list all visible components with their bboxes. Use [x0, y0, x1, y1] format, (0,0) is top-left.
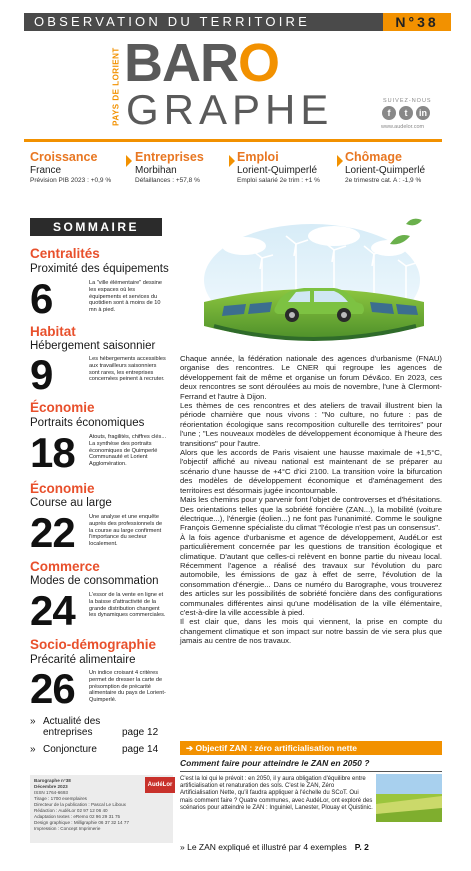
- editorial-paragraph: Chaque année, la fédération nationale des agences d'urbanisme (FNAU) organise des rencontres. Le CNER qui regroupe les agences de développement fait de même et organise un forum Dév&co. En 2023, ces deux rencontres se sont déroulées au mois de novembre, l'une à Clermont-Ferrand et l'autre à Dijon.: [180, 354, 442, 401]
- editorial-paragraph: Les thèmes de ces rencontres et des ateliers de travail illustrent bien la période charnière que nous vivons : "No culture, no future : pas de réorientation écologique sans recomposition culturelle des territoires" pour l'une ; "Les nouveaux modèles de développement économique à l'heure des transitions" pour l'autre.: [180, 401, 442, 448]
- indicator-entreprises: Entreprises Morbihan Défaillances : +57,8 %: [135, 150, 204, 184]
- section-title: Économie: [30, 400, 95, 415]
- section-title: Commerce: [30, 559, 100, 574]
- section-title: Centralités: [30, 246, 100, 261]
- audelor-logo: AudéLor: [145, 777, 175, 793]
- field-photo: [376, 774, 442, 822]
- zan-link[interactable]: » Le ZAN expliqué et illustré par 4 exemples P. 2: [180, 842, 369, 852]
- indicator-croissance: Croissance France Prévision PIB 2023 : +0,9 %: [30, 150, 112, 184]
- sommaire-heading: SOMMAIRE: [30, 218, 162, 236]
- extra-entry[interactable]: » Actualité des entreprises page 12: [30, 716, 159, 738]
- section-page-number[interactable]: 24: [30, 587, 75, 634]
- zan-question: Comment faire pour atteindre le ZAN en 2050 ?: [180, 758, 370, 768]
- indicator-emploi: Emploi Lorient-Quimperlé Emploi salarié 2e trim : +1 %: [237, 150, 320, 184]
- banner-title: OBSERVATION DU TERRITOIRE: [34, 14, 310, 29]
- zan-banner: ➔ Objectif ZAN : zéro artificialisation nette: [180, 741, 442, 755]
- logo-baro: BARO: [124, 33, 280, 93]
- editorial-paragraph: À la fois agence d'urbanisme et agence de développement, AudéLor est particulièrement concernée par les questions de transition écologique et climatique. D'autant que celles-ci relèvent en bonne partie du niveau local. Récemment l'agence a réalisé des travaux sur l'évolution du parc automobile, les émissions de gaz à effet de serre, l'évolution de la consommation d'énergie... Dans ce numéro du Barographe, vous trouverez des articles sur les possibilités de sobriété foncière dans des configurations communales différentes ainsi qu'une modélisation de la ville élémentaire, c'est-à-dire la ville accessible à pied.: [180, 532, 442, 617]
- section-description: La "ville élémentaire" dessine les espaces où les équipements et services du quotidien sont à moins de 10 mn à pied.: [89, 280, 163, 314]
- section-description: Un indice croisant 4 critères permet de dresser la carte de présomption de précarité alimentaire du pays de Lorient-Quimperlé.: [89, 670, 166, 704]
- section-subtitle: Proximité des équipements: [30, 263, 169, 275]
- zan-text: C'est la loi qui le prévoit : en 2050, il y aura obligation d'équilibre entre artificialisation et renaturation des sols. C'est le ZAN, Zéro Artificialisation Nette, qu'il faudra appliquer à l'échelle du SCoT. Oui mais comment faire ? Quatre communes, avec AudéLor, ont exploré des scénarios pour atteindre le ZAN : Inguiniel, Lanester, Plouay et Quistinic.: [180, 776, 373, 811]
- extra-entry[interactable]: » Conjoncture page 14: [30, 744, 159, 755]
- section-subtitle: Modes de consommation: [30, 575, 159, 587]
- section-title: Habitat: [30, 324, 76, 339]
- section-subtitle: Portraits économiques: [30, 417, 145, 429]
- arrow-icon: [337, 155, 343, 167]
- section-page-number[interactable]: 18: [30, 429, 75, 476]
- editorial-paragraph: Il est clair que, dans les mois qui viennent, la prise en compte du changement climatique et son impact sur notre bassin de vie sera plus que jamais au centre de nos travaux.: [180, 617, 442, 646]
- facebook-icon[interactable]: f: [382, 106, 396, 120]
- section-page-number[interactable]: 26: [30, 665, 75, 712]
- section-page-number[interactable]: 22: [30, 509, 75, 556]
- arrow-icon: [229, 155, 235, 167]
- editorial-text: [180, 354, 442, 646]
- section-description: L'essor de la vente en ligne et la baisse d'attractivité de la grande distribution changent les dynamiques commerciales.: [89, 592, 166, 619]
- editorial-paragraph: Mais les chemins pour y parvenir font l'objet de controverses et d'hésitations. Des orientations telles que la sobriété foncière (ZAN...), la mobilité (voiture électrique...), l'énergie (éolien...) ne font pas l'unanimité. Comme le souligne François Gemenne spécialiste du climat "l'écologie n'est pas un consensus".: [180, 495, 442, 533]
- indicator-chomage: Chômage Lorient-Quimperlé 2e trimestre cat. A : -1,9 %: [345, 150, 426, 184]
- credits-box: Barographe n°38 Décembre 2023 ISSN 1764-6693 Tirage : 1700 exemplaires Directeur de la publication : Pascal Le Liboux Rédaction : AudéLor 02 97 12 06 40 Adaptation textes : eRemo 02 96 29 31 75 Design graphique : Milligraphie 06 37 32 14 77 Impression : Concept Imprimerie: [30, 775, 173, 843]
- eco-lightbulb-illustration: [184, 214, 446, 348]
- leaf-icon: [390, 235, 410, 244]
- editorial-paragraph: Alors que les accords de Paris visaient une hausse maximale de +1,5°C, l'objectif affiché au niveau national est maintenant de se préparer au scénario d'une hausse de +4°C d'ici 2100. La transition voire la bifurcation des modèles de développement économique et d'aménagement des territoires est désormais jugée incontournable.: [180, 448, 442, 495]
- linkedin-icon[interactable]: in: [416, 106, 430, 120]
- leaf-icon: [406, 219, 422, 226]
- section-page-number[interactable]: 9: [30, 351, 53, 398]
- section-subtitle: Course au large: [30, 497, 112, 509]
- twitter-icon[interactable]: t: [399, 106, 413, 120]
- zan-divider: [180, 771, 442, 772]
- header-divider: [24, 139, 442, 142]
- section-subtitle: Hébergement saisonnier: [30, 340, 156, 352]
- website-link[interactable]: www.audelor.com: [381, 124, 425, 130]
- section-title: Socio-démographie: [30, 637, 157, 652]
- section-description: Une analyse et une enquête auprès des professionnels de la course au large confirment l'importance du secteur localement.: [89, 514, 163, 548]
- section-description: Les hébergements accessibles aux travailleurs saisonniers sont rares, les entreprises concernées peinent à recruter.: [89, 356, 166, 383]
- section-title: Économie: [30, 481, 95, 496]
- logo-pays-de-lorient: PAYS DE LORIENT: [111, 47, 121, 126]
- logo-graphe: GRAPHE: [126, 86, 334, 133]
- arrow-icon: [126, 155, 132, 167]
- follow-us-label: SUIVEZ-NOUS: [383, 98, 432, 104]
- section-page-number[interactable]: 6: [30, 275, 53, 322]
- section-description: Atouts, fragilités, chiffres clés... La synthèse des portraits économiques de Quimperlé Communauté et Lorient Agglomération.: [89, 434, 166, 468]
- issue-number: N°38: [383, 13, 451, 31]
- top-banner: [24, 13, 451, 31]
- section-subtitle: Précarité alimentaire: [30, 654, 136, 666]
